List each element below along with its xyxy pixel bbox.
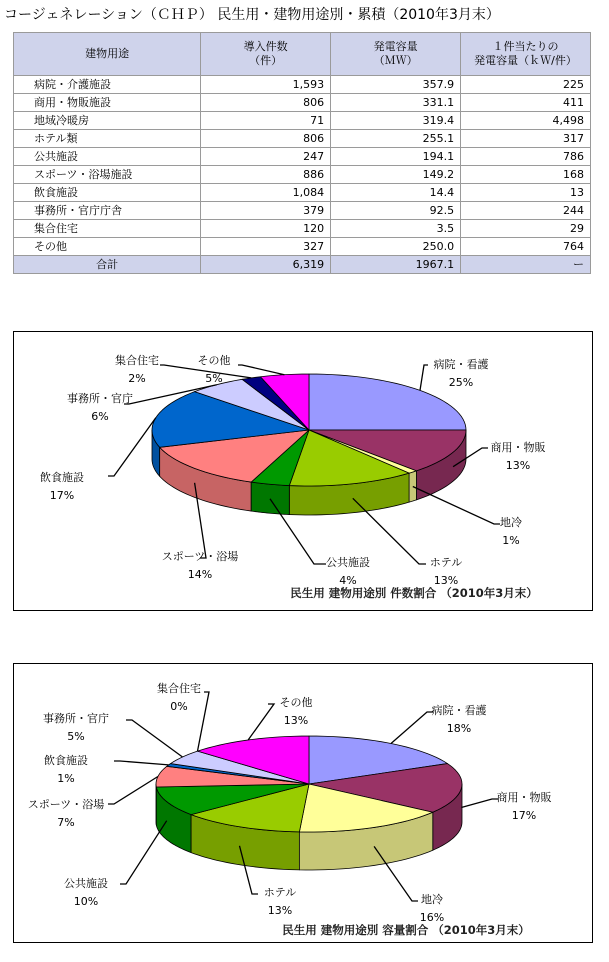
- slice-label-8: 集合住宅: [115, 354, 159, 367]
- table-cell-value: 357.9: [331, 76, 461, 94]
- leader-line-9: [248, 704, 274, 740]
- table-cell-category: 商用・物販施設: [14, 94, 201, 112]
- table-header-line: １件当たりの: [492, 40, 559, 53]
- leader-line-0: [420, 365, 428, 390]
- table-cell-value: 71: [201, 112, 331, 130]
- chart-caption: 民生用 建物用途別 容量割合 （2010年3月末）: [282, 923, 530, 937]
- slice-pct-1: 13%: [505, 459, 531, 472]
- table-cell-value: 331.1: [331, 94, 461, 112]
- table-cell-value: 149.2: [331, 166, 461, 184]
- table-row: [14, 94, 591, 112]
- slice-pct-8: 0%: [170, 700, 188, 713]
- slice-label-0: 病院・看護: [431, 704, 487, 717]
- table-cell-value: 806: [201, 130, 331, 148]
- slice-label-8: 集合住宅: [157, 682, 201, 695]
- table-row: [14, 112, 591, 130]
- table-cell-value: 806: [201, 94, 331, 112]
- leader-line-5: [108, 777, 158, 805]
- table-cell-value: 13: [461, 184, 591, 202]
- slice-pct-3: 13%: [267, 904, 293, 917]
- slice-label-1: 商用・物販: [496, 791, 552, 804]
- slice-label-5: スポーツ・浴場: [27, 798, 105, 811]
- slice-label-4: 公共施設: [326, 556, 370, 569]
- slice-label-7: 事務所・官庁: [67, 392, 133, 405]
- slice-label-0: 病院・看護: [433, 358, 489, 371]
- slice-label-5: スポーツ・浴場: [161, 550, 239, 563]
- table-cell-value: 379: [201, 202, 331, 220]
- table-cell-value: 1967.1: [331, 256, 461, 274]
- leader-line-0: [391, 712, 433, 744]
- slice-pct-2: 16%: [419, 911, 445, 924]
- table-row: [14, 148, 591, 166]
- table-cell-value: 3.5: [331, 220, 461, 238]
- pie-top-slices: [156, 736, 462, 832]
- table-header-line: （ＭＷ）: [373, 54, 418, 67]
- table-cell-value: 244: [461, 202, 591, 220]
- slice-label-3: ホテル: [263, 886, 297, 899]
- pie-side-2: [409, 471, 416, 502]
- slice-pct-9: 5%: [205, 372, 223, 385]
- slice-label-1: 商用・物販: [490, 441, 546, 454]
- table-cell-value: 411: [461, 94, 591, 112]
- table-cell-value: 250.0: [331, 238, 461, 256]
- table-cell-category: 飲食施設: [14, 184, 201, 202]
- slice-pct-2: 1%: [502, 534, 520, 547]
- data-table: [13, 32, 591, 274]
- table-cell-category: 集合住宅: [14, 220, 201, 238]
- slice-label-9: その他: [197, 354, 231, 367]
- table-cell-category: 公共施設: [14, 148, 201, 166]
- pie-side-4: [251, 482, 289, 514]
- table-cell-value: 225: [461, 76, 591, 94]
- table-cell-value: 120: [201, 220, 331, 238]
- table-body: [14, 76, 591, 274]
- table-header-3: [461, 33, 591, 76]
- slice-label-4: 公共施設: [64, 877, 108, 890]
- table-header-2: [331, 33, 461, 76]
- table-cell-category: 病院・介護施設: [14, 76, 201, 94]
- table-cell-value: 168: [461, 166, 591, 184]
- slice-pct-5: 14%: [187, 568, 213, 581]
- leader-line-1: [461, 799, 498, 808]
- pie-chart-capacity: [14, 664, 592, 942]
- table-cell-value: 194.1: [331, 148, 461, 166]
- table-header-line: 発電容量（ｋＷ/件）: [474, 54, 577, 67]
- table-cell-value: 327: [201, 238, 331, 256]
- table-cell-category: 事務所・官庁庁舎: [14, 202, 201, 220]
- slice-label-2: 地冷: [500, 516, 522, 529]
- table-cell-value: 14.4: [331, 184, 461, 202]
- pie-top-slices: [152, 374, 466, 486]
- chart-caption: 民生用 建物用途別 件数割合 （2010年3月末）: [290, 586, 538, 600]
- leader-line-8: [198, 692, 210, 751]
- table-cell-category: スポーツ・浴場施設: [14, 166, 201, 184]
- table-cell-value: 247: [201, 148, 331, 166]
- table-cell-value: 764: [461, 238, 591, 256]
- table-cell-value: 6,319: [201, 256, 331, 274]
- slice-label-6: 飲食施設: [44, 754, 88, 767]
- slice-pct-4: 4%: [339, 574, 357, 587]
- slice-pct-1: 17%: [511, 809, 537, 822]
- slice-pct-0: 18%: [446, 722, 472, 735]
- table-row: [14, 184, 591, 202]
- slice-pct-7: 5%: [67, 730, 85, 743]
- table-total-row: [14, 256, 591, 274]
- slice-pct-9: 13%: [283, 714, 309, 727]
- slice-label-6: 飲食施設: [40, 471, 84, 484]
- leader-line-7: [126, 720, 183, 757]
- table-cell-value: 1,084: [201, 184, 331, 202]
- table-row: [14, 166, 591, 184]
- table-header-line: 導入件数: [243, 40, 288, 53]
- leader-line-2: [413, 487, 500, 525]
- table-cell-value: 886: [201, 166, 331, 184]
- table-cell-value: 29: [461, 220, 591, 238]
- slice-pct-8: 2%: [128, 372, 146, 385]
- slice-pct-6: 1%: [57, 772, 75, 785]
- slice-pct-7: 6%: [91, 410, 109, 423]
- page-title: コージェネレーション（ＣＨＰ） 民生用・建物用途別・累積（2010年3月末）: [4, 7, 500, 23]
- leader-line-9: [238, 365, 284, 375]
- table-cell-value: 317: [461, 130, 591, 148]
- table-header-line: 発電容量: [373, 40, 418, 53]
- slice-pct-5: 7%: [57, 816, 75, 829]
- pie-chart-count: [14, 332, 592, 610]
- slice-label-3: ホテル: [429, 556, 463, 569]
- table-cell-value: 786: [461, 148, 591, 166]
- table-cell-category: 地域冷暖房: [14, 112, 201, 130]
- table-row: [14, 76, 591, 94]
- table-cell-value: 4,498: [461, 112, 591, 130]
- table-header-line: 建物用途: [85, 47, 130, 60]
- table-header-0: [14, 33, 201, 76]
- leader-line-6: [114, 761, 169, 765]
- leader-line-6: [108, 418, 156, 476]
- table-cell-value: ー: [461, 256, 591, 274]
- table-cell-category: その他: [14, 238, 201, 256]
- chart-count-share: [13, 331, 593, 611]
- table-row: [14, 220, 591, 238]
- table-header-1: [201, 33, 331, 76]
- slice-pct-4: 10%: [73, 895, 99, 908]
- table-row: [14, 202, 591, 220]
- table-cell-value: 319.4: [331, 112, 461, 130]
- slice-label-2: 地冷: [421, 893, 443, 906]
- table-row: [14, 130, 591, 148]
- table-header-row: [14, 33, 591, 76]
- table-cell-category: 合計: [14, 256, 201, 274]
- table-cell-value: 255.1: [331, 130, 461, 148]
- slice-label-7: 事務所・官庁: [43, 712, 109, 725]
- table-cell-value: 92.5: [331, 202, 461, 220]
- table-cell-category: ホテル類: [14, 130, 201, 148]
- slice-pct-6: 17%: [49, 489, 75, 502]
- slice-pct-3: 13%: [433, 574, 459, 587]
- chart-capacity-share: [13, 663, 593, 943]
- slice-label-9: その他: [279, 696, 313, 709]
- table-header-line: （件）: [249, 54, 283, 67]
- table-row: [14, 238, 591, 256]
- pie-slice-0: [309, 374, 466, 430]
- table-cell-value: 1,593: [201, 76, 331, 94]
- slice-pct-0: 25%: [448, 376, 474, 389]
